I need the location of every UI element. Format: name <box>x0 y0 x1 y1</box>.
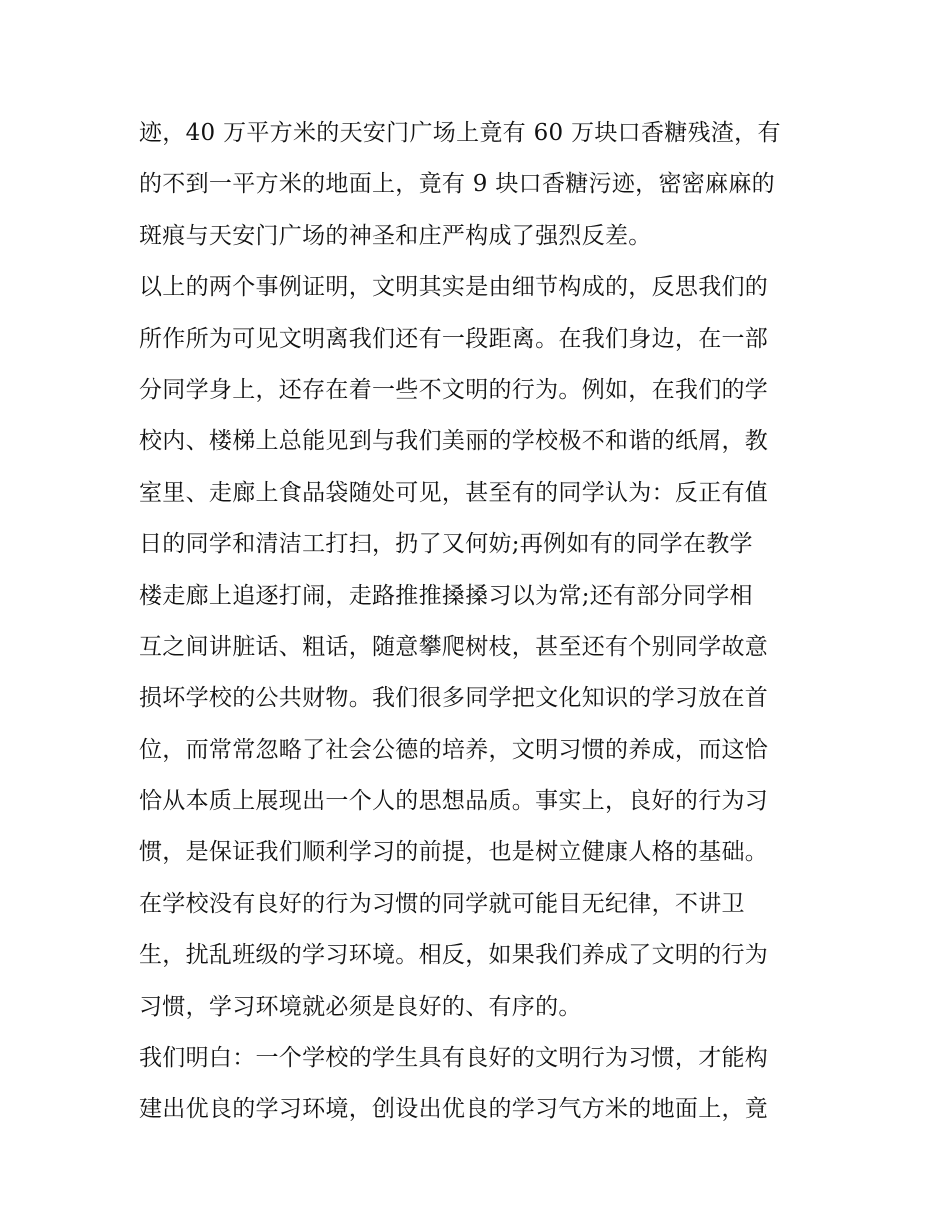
text-line: 日的同学和清洁工打扫，扔了又何妨;再例如有的同学在教学 <box>139 531 753 558</box>
text-line: 建出优良的学习环境，创设出优良的学习气方米的地面上，竟 <box>139 1096 769 1123</box>
text-line: 惯，是保证我们顺利学习的前提，也是树立健康人格的基础。 <box>139 839 769 866</box>
body-text <box>139 108 815 1136</box>
text-line: 分同学身上，还存在着一些不文明的行为。例如，在我们的学 <box>139 376 769 403</box>
text-line: 楼走廊上追逐打闹，走路推推搡搡习以为常;还有部分同学相 <box>139 582 753 609</box>
text-line: 迹，40 万平方米的天安门广场上竟有 60 万块口香糖残渣，有 <box>139 120 781 146</box>
text-line: 斑痕与天安门广场的神圣和庄严构成了强烈反差。 <box>139 222 652 249</box>
text-line: 损坏学校的公共财物。我们很多同学把文化知识的学习放在首 <box>139 685 769 712</box>
text-line: 室里、走廊上食品袋随处可见，甚至有的同学认为：反正有值 <box>139 479 769 506</box>
text-line: 位，而常常忽略了社会公德的培养，文明习惯的养成，而这恰 <box>139 736 769 763</box>
text-line: 校内、楼梯上总能见到与我们美丽的学校极不和谐的纸屑，教 <box>139 428 769 455</box>
text-line: 的不到一平方米的地面上，竟有 9 块口香糖污迹，密密麻麻的 <box>139 171 775 198</box>
text-line: 生，扰乱班级的学习环境。相反，如果我们养成了文明的行为 <box>139 942 769 969</box>
text-line: 在学校没有良好的行为习惯的同学就可能目无纪律，不讲卫 <box>139 890 745 917</box>
text-line: 以上的两个事例证明，文明其实是由细节构成的，反思我们的 <box>139 274 769 301</box>
text-line: 所作所为可见文明离我们还有一段距离。在我们身边，在一部 <box>139 325 769 352</box>
text-line: 恰从本质上展现出一个人的思想品质。事实上，良好的行为习 <box>139 788 769 815</box>
text-line: 互之间讲脏话、粗话，随意攀爬树枝，甚至还有个别同学故意 <box>139 633 769 660</box>
text-line: 习惯，学习环境就必须是良好的、有序的。 <box>139 993 582 1020</box>
text-line: 我们明白：一个学校的学生具有良好的文明行为习惯，才能构 <box>139 1045 769 1072</box>
